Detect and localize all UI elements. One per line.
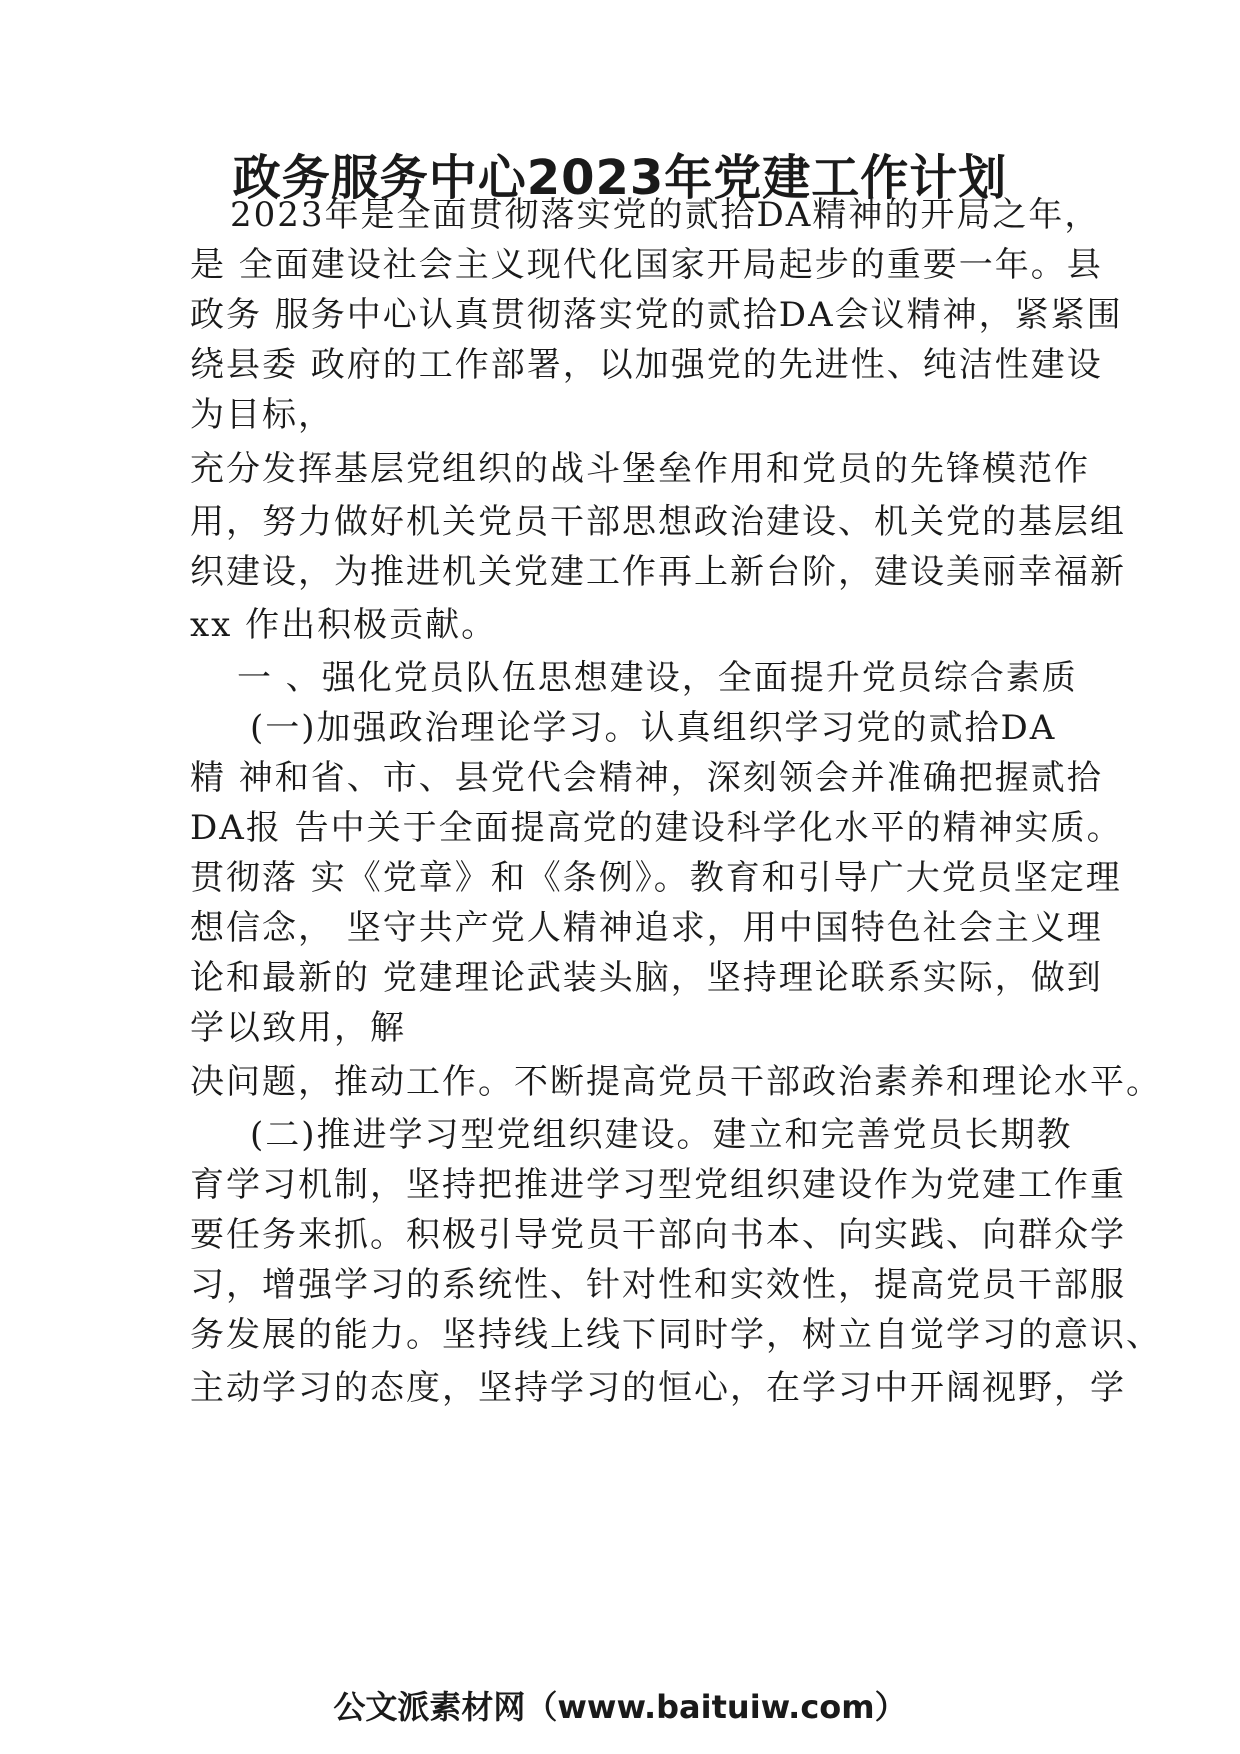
paragraph-line: 想信念， 坚守共产党人精神追求，用中国特色社会主义理	[190, 908, 1103, 948]
paragraph-line: 是 全面建设社会主义现代化国家开局起步的重要一年。县	[190, 245, 1103, 285]
paragraph-line: 2023年是全面贯彻落实党的贰拾DA精神的开局之年，	[230, 195, 1101, 235]
footer-watermark: 公文派素材网（www.baituiw.com）	[333, 1688, 907, 1726]
paragraph-line: 习，增强学习的系统性、针对性和实效性，提高党员干部服	[190, 1265, 1126, 1305]
paragraph-line: (一)加强政治理论学习。认真组织学习党的贰拾DA	[250, 708, 1057, 748]
paragraph-line: (二)推进学习型党组织建设。建立和完善党员长期教	[250, 1115, 1073, 1155]
paragraph-line: 主动学习的态度，坚持学习的恒心，在学习中开阔视野，学	[190, 1368, 1126, 1408]
paragraph-line: 绕县委 政府的工作部署，以加强党的先进性、纯洁性建设	[190, 345, 1103, 385]
section-heading: 一 、强化党员队伍思想建设，全面提升党员综合素质	[237, 658, 1078, 698]
paragraph-line: 要任务来抓。积极引导党员干部向书本、向实践、向群众学	[190, 1215, 1126, 1255]
paragraph-line: 论和最新的 党建理论武装头脑，坚持理论联系实际，做到	[190, 958, 1103, 998]
paragraph-line: 织建设，为推进机关党建工作再上新台阶，建设美丽幸福新	[190, 552, 1126, 592]
paragraph-line: xx 作出积极贡献。	[190, 605, 498, 645]
paragraph-line: 精 神和省、市、县党代会精神，深刻领会并准确把握贰拾	[190, 758, 1103, 798]
paragraph-line: DA报 告中关于全面提高党的建设科学化水平的精神实质。	[190, 808, 1123, 848]
paragraph-line: 为目标，	[190, 395, 334, 435]
paragraph-line: 贯彻落 实《党章》和《条例》。教育和引导广大党员坚定理	[190, 858, 1122, 898]
paragraph-line: 充分发挥基层党组织的战斗堡垒作用和党员的先锋模范作	[190, 449, 1090, 489]
paragraph-line: 用，努力做好机关党员干部思想政治建设、机关党的基层组	[190, 502, 1126, 542]
paragraph-line: 决问题，推动工作。不断提高党员干部政治素养和理论水平。	[190, 1062, 1162, 1102]
document-title: 政务服务中心2023年党建工作计划	[232, 150, 1008, 206]
paragraph-line: 务发展的能力。坚持线上线下同时学，树立自觉学习的意识、	[190, 1315, 1162, 1355]
paragraph-line: 育学习机制，坚持把推进学习型党组织建设作为党建工作重	[190, 1165, 1126, 1205]
paragraph-line: 学以致用，解	[190, 1008, 406, 1048]
paragraph-line: 政务 服务中心认真贯彻落实党的贰拾DA会议精神，紧紧围	[190, 295, 1123, 335]
